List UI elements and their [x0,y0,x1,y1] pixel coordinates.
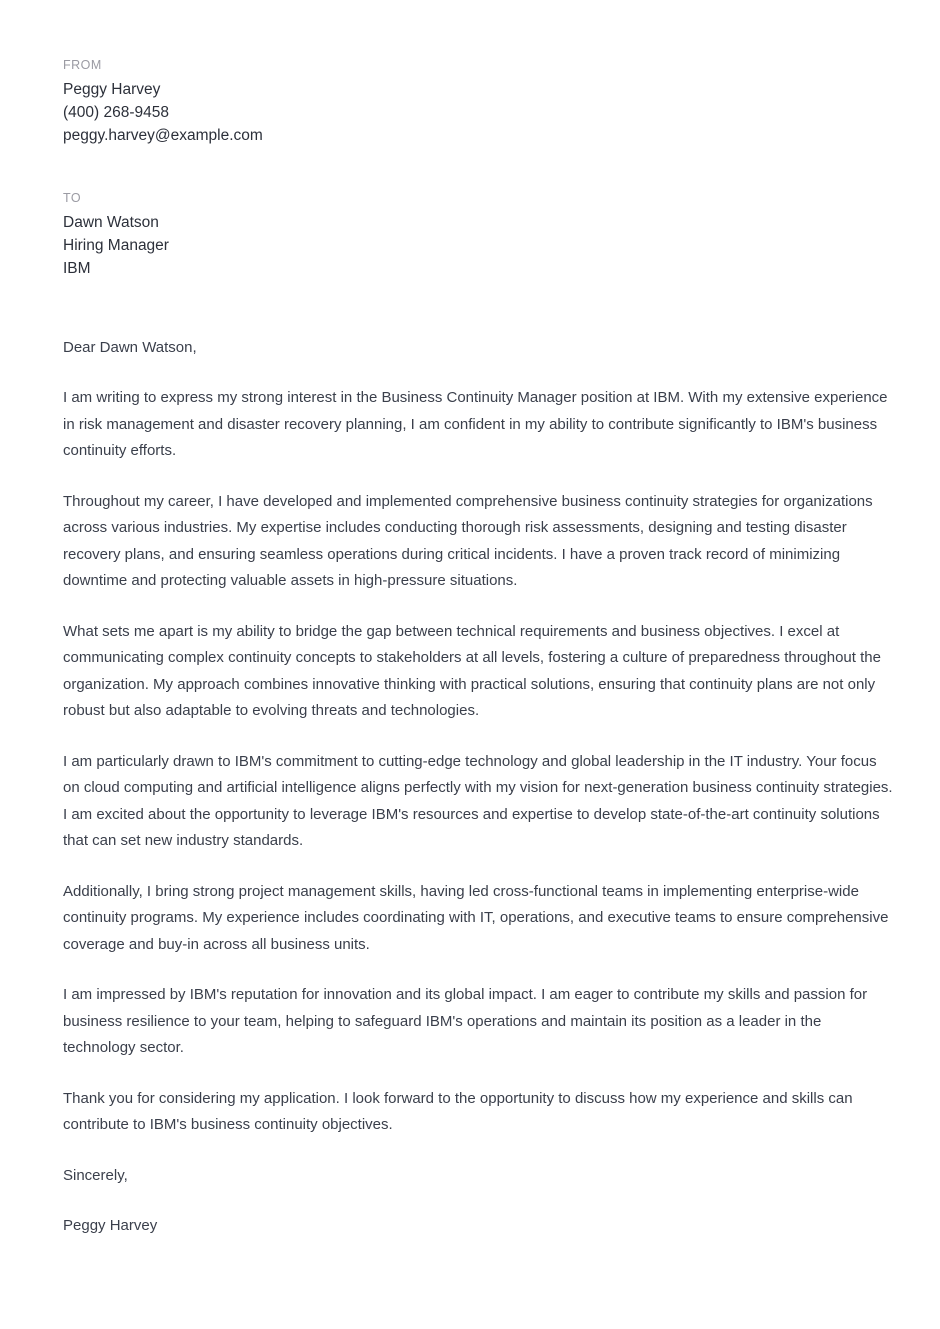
spacer-to-body [63,280,893,335]
to-label: TO [63,191,82,205]
sender-name: Peggy Harvey [63,81,161,98]
body-paragraph: What sets me apart is my ability to bridge the gap between technical requirements and business objectives. I excel at communicating complex continuity concepts to stakeholders at all levels, fostering a culture of preparedness throughout the organization. My approach combines innovative thinking with practical solutions, ensuring that continuity plans are not only robust but also adaptable to evolving threats and technologies. [63,622,881,719]
body-paragraph: I am particularly drawn to IBM's commitment to cutting-edge technology and global leadership in the IT industry. Your focus on cloud computing and artificial intelligence aligns perfectly with my vision for next-generation business continuity strategies. I am excited about the opportunity to leverage IBM's resources and expertise to develop state-of-the-art continuity solutions that can set new industry standards. [63,752,893,849]
body-paragraph: I am impressed by IBM's reputation for innovation and its global impact. I am eager to contribute my skills and passion for business resilience to your team, helping to safeguard IBM's operations and maintain its position as a leader in the technology sector. [63,986,868,1056]
recipient-name: Dawn Watson [63,214,159,231]
recipient-block [63,189,893,280]
letter-content [63,56,893,1239]
sender-email: peggy.harvey@example.com [63,127,263,144]
body-paragraph: I am writing to express my strong interest in the Business Continuity Manager position at IBM. With my extensive experience in risk management and disaster recovery planning, I am confident in my ability to contribute significantly to IBM's business continuity efforts. [63,389,888,459]
salutation: Dear Dawn Watson, [63,339,197,356]
from-label: FROM [63,58,102,72]
closing-line: Sincerely, [63,1166,128,1184]
body-paragraph: Additionally, I bring strong project management skills, having led cross-functional teams in implementing enterprise-wide continuity programs. My experience includes coordinating with IT, operations, and executive teams to ensure comprehensive coverage and buy-in across all business units. [63,882,889,953]
body-paragraph: Throughout my career, I have developed and implemented comprehensive business continuity strategies for organizations across various industries. My expertise includes conducting thorough risk assessments, designing and testing disaster recovery plans, and ensuring seamless operations during critical incidents. I have a proven track record of minimizing downtime and protecting valuable assets in high-pressure situations. [63,492,873,589]
body-paragraph: Thank you for considering my application. I look forward to the opportunity to discuss how my experience and skills can contribute to IBM's business continuity objectives. [63,1089,853,1133]
recipient-title: Hiring Manager [63,237,169,254]
sender-phone: (400) 268-9458 [63,104,169,121]
recipient-company: IBM [63,260,91,277]
sender-block [63,56,893,147]
spacer-from-to [63,147,893,189]
signature-name: Peggy Harvey [63,1216,158,1234]
